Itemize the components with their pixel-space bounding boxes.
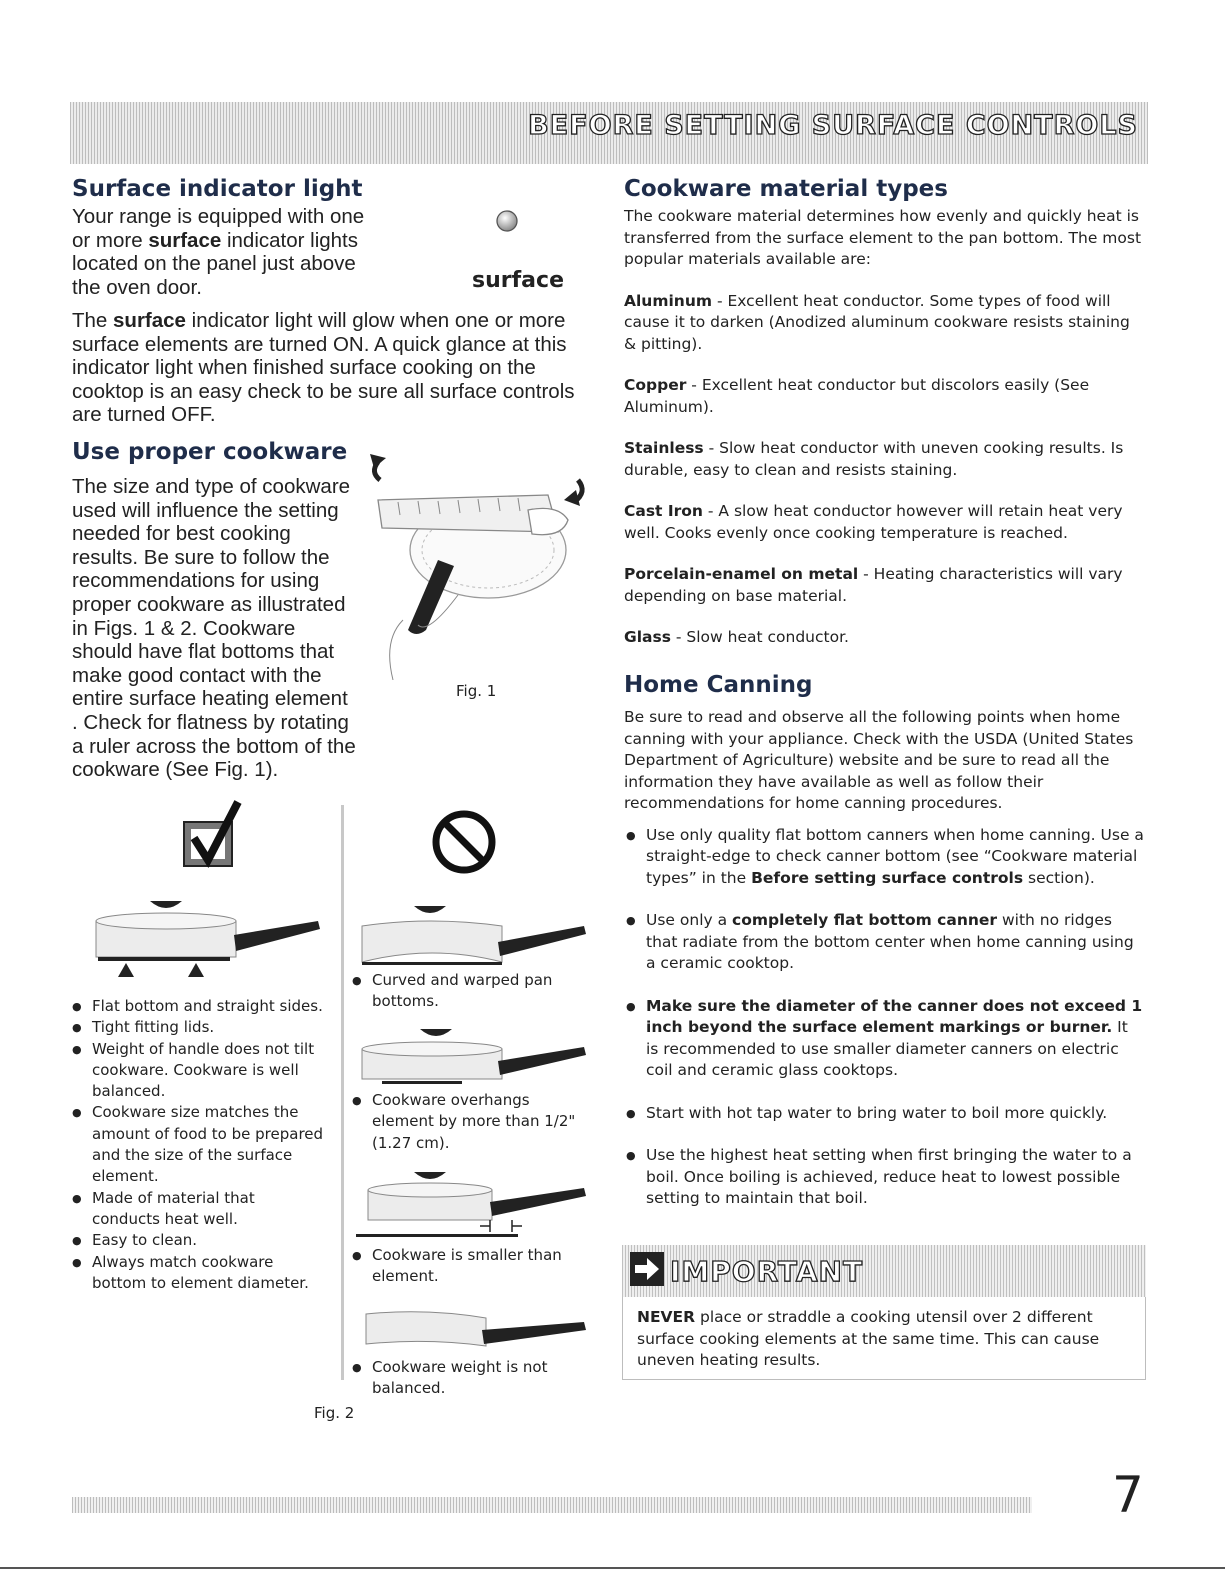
material-cast-iron: Cast Iron - A slow heat conductor however will retain heat very well. Cooks evenly once cooking temperature is reached. [624, 502, 1123, 542]
fig-2-label: Fig. 2 [314, 1404, 355, 1422]
important-title: IMPORTANT [670, 1255, 864, 1288]
arrow-icon [630, 1252, 664, 1286]
list-item: ● Make sure the diameter of the canner does not exceed 1 inch beyond the surface element markings or burner. It is recommended to use smaller diameter canners on electric coil and ceramic glass cooktops. [624, 996, 1144, 1082]
bottom-rule [0, 1567, 1225, 1569]
banner-title: BEFORE SETTING SURFACE CONTROLS [528, 110, 1138, 141]
figure-divider [341, 805, 344, 1380]
indicator-paragraph: The surface indicator light will glow when one or more surface elements are turned ON. A quick glance at this indicator light when finished surface cooking on the cooktop is an easy check to be sure all surface controls are turned OFF. [72, 309, 575, 427]
list-item: ● Tight fitting lids. [70, 1017, 326, 1038]
cookware-material-heading: Cookware material types [624, 176, 948, 202]
good-cookware-list [70, 996, 326, 1294]
material-aluminum: Aluminum - Excellent heat conductor. Some types of food will cause it to darken (Anodized aluminum cookware resists staining & pitting). [624, 291, 1130, 353]
canning-section [624, 707, 1144, 1210]
list-item: ● Cookware overhangs element by more than 1/2" (1.27 cm). [350, 1090, 590, 1154]
fig-1-label: Fig. 1 [456, 682, 497, 700]
small-pan-caption [350, 1245, 590, 1288]
good-pan-illustration [88, 895, 328, 980]
canning-intro: Be sure to read and observe all the following points when home canning with your appliance. Check with the USDA (United States Department of Agriculture) website and be sure to read all the information they have available as well as follow their recommendations for home canning procedures. [624, 708, 1134, 812]
materials-intro: The cookware material determines how evenly and quickly heat is transferred from the surface element to the pan bottom. The most popular materials available are: [624, 207, 1142, 268]
cookware-paragraph: The size and type of cookware used will influence the setting needed for best cooking results. Be sure to follow the recommendations for using proper cookware as illustrated in Figs. 1 & 2. Cookware should have flat bottoms that make good contact with the entire surface heating element . Check for flatness by rotating a ruler across the bottom of the cookware (See Fig. 1). [72, 475, 356, 782]
list-item: ● Cookware weight is not balanced. [350, 1357, 590, 1400]
materials-section [624, 206, 1144, 669]
unbalanced-pan-illustration [352, 1300, 592, 1360]
list-item: ● Use only a completely flat bottom canner with no ridges that radiate from the bottom center when home canning using a ceramic cooktop. [624, 910, 1144, 975]
list-item: ● Start with hot tap water to bring water to boil more quickly. [624, 1103, 1144, 1125]
material-porcelain: Porcelain-enamel on metal - Heating characteristics will vary depending on base material. [624, 565, 1123, 605]
surface-indicator-heading: Surface indicator light [72, 176, 363, 202]
list-item: ● Cookware is smaller than element. [350, 1245, 590, 1288]
list-item: ● Curved and warped pan bottoms. [350, 970, 590, 1013]
list-item: ● Use the highest heat setting when first bringing the water to a boil. Once boiling is achieved, reduce heat to lowest possible setting to maintain that boil. [624, 1145, 1144, 1210]
unbalanced-pan-caption [350, 1357, 590, 1400]
overhanging-pan-illustration [352, 1025, 592, 1087]
home-canning-heading: Home Canning [624, 672, 813, 698]
warped-pan-illustration [352, 902, 592, 972]
important-text: NEVER place or straddle a cooking utensil over 2 different surface cooking elements at the same time. This can cause uneven heating results. [637, 1308, 1100, 1369]
warped-pan-caption [350, 970, 590, 1013]
list-item: ● Flat bottom and straight sides. [70, 996, 326, 1017]
indicator-intro: Your range is equipped with one or more surface indicator lights located on the panel just above the oven door. [72, 205, 365, 299]
page-number: 7 [1112, 1466, 1144, 1524]
prohibited-icon [430, 808, 498, 876]
indicator-light-icon [495, 209, 519, 233]
ruler-flatness-illustration [358, 440, 598, 680]
list-item: ● Cookware size matches the amount of food to be prepared and the size of the surface element. [70, 1102, 326, 1187]
checkmark-icon [180, 800, 250, 870]
list-item: ● Easy to clean. [70, 1230, 326, 1251]
footer-bar [72, 1497, 1032, 1513]
list-item: ● Use only quality flat bottom canners when home canning. Use a straight-edge to check canner bottom (see “Cookware material types” in the Before setting surface controls section). [624, 825, 1144, 890]
small-pan-illustration [352, 1168, 592, 1240]
list-item: ● Always match cookware bottom to element diameter. [70, 1252, 326, 1295]
material-stainless: Stainless - Slow heat conductor with uneven cooking results. Is durable, easy to clean and resists staining. [624, 439, 1124, 479]
use-proper-cookware-heading: Use proper cookware [72, 439, 348, 465]
surface-indicator-label: surface [472, 268, 564, 293]
canning-list [624, 825, 1144, 1210]
section-banner [70, 102, 1148, 164]
material-copper: Copper - Excellent heat conductor but discolors easily (See Aluminum). [624, 376, 1090, 416]
list-item: ● Made of material that conducts heat well. [70, 1188, 326, 1231]
material-glass: Glass - Slow heat conductor. [624, 628, 849, 646]
overhanging-pan-caption [350, 1090, 590, 1154]
list-item: ● Weight of handle does not tilt cookware. Cookware is well balanced. [70, 1039, 326, 1103]
